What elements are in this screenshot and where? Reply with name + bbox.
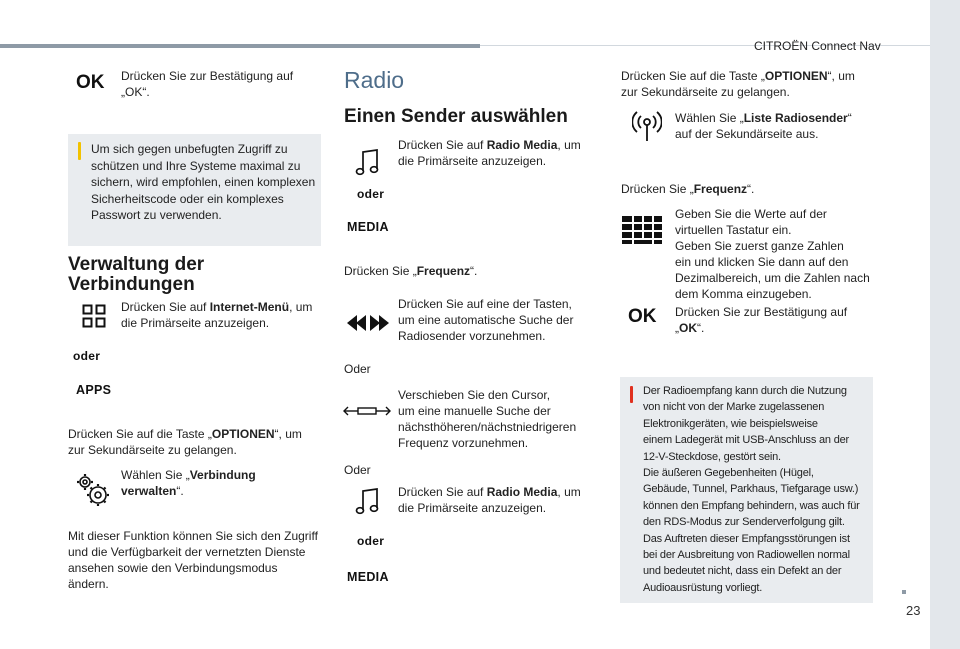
select-line-1: Wählen Sie „Verbindung	[121, 468, 256, 482]
options2-line-2: zur Sekundärseite zu gelangen.	[621, 85, 790, 99]
keyboard-line: ein und klicken Sie dann auf den	[675, 255, 849, 269]
top-rule	[0, 44, 480, 48]
confirm-text-2	[675, 304, 847, 336]
page-marker	[902, 590, 906, 594]
warning-line: von nicht von der Marke zugelassenen	[643, 401, 825, 414]
media2-line-1: Drücken Sie auf Radio Media, um	[398, 485, 581, 499]
section-title-radio: Radio	[344, 67, 405, 93]
keyboard-line: dem Komma einzugeben.	[675, 287, 812, 301]
info-line: Sicherheitscode oder ein komplexes	[91, 191, 284, 206]
confirm-line-1: Drücken Sie zur Bestätigung auf	[121, 69, 294, 83]
function-line: ansehen sowie den Verbindungsmodus	[68, 561, 278, 575]
keyboard-line: Dezimalbereich, um die Zahlen nach	[675, 271, 870, 285]
keyboard-icon	[622, 216, 662, 244]
keyboard-text	[675, 206, 870, 302]
oder-label: oder	[357, 534, 385, 548]
media-label: MEDIA	[347, 570, 389, 584]
warning-line: bei der Ausbreitung von Radiowellen normal	[643, 549, 850, 562]
music-note-icon	[355, 148, 381, 178]
oder-label: oder	[357, 187, 385, 201]
heading-line-2: Verbindungen	[68, 274, 195, 295]
warning-line: Der Radioempfang kann durch die Nutzung	[643, 385, 847, 397]
page-side-strip	[930, 0, 960, 649]
seek-text	[398, 296, 573, 344]
keyboard-line: virtuellen Tastatur ein.	[675, 223, 792, 237]
frequenz-text-2: Drücken Sie „Frequenz“.	[621, 182, 755, 196]
internet-menu-text	[121, 299, 312, 331]
function-line: und die Verfügbarkeit der vernetzten Dienste	[68, 545, 306, 559]
options-line-1: Drücken Sie auf die Taste „OPTIONEN“, um	[68, 427, 302, 441]
warning-line: Elektronikgeräten, wie beispielsweise	[643, 417, 818, 430]
warning-marker	[630, 386, 633, 403]
function-paragraph	[68, 528, 318, 592]
cursor-line: Frequenz vorzunehmen.	[398, 436, 529, 450]
music-note-icon	[355, 487, 381, 517]
media2-line-2: die Primärseite anzuzeigen.	[398, 501, 547, 515]
section-heading-connections	[68, 255, 204, 295]
info-line: schützen und Ihre Systeme maximal zu	[91, 158, 301, 173]
function-line: Mit dieser Funktion können Sie sich den Zugriff	[68, 529, 318, 543]
keyboard-line: Geben Sie zuerst ganze Zahlen	[675, 239, 844, 253]
apps-grid-icon	[82, 304, 106, 328]
media1-line-2: die Primärseite anzuzeigen.	[398, 154, 547, 168]
apps-label: APPS	[76, 383, 112, 397]
seek-line: Drücken Sie auf eine der Tasten,	[398, 297, 572, 311]
radio-antenna-icon	[632, 110, 662, 142]
section-heading-select-station: Einen Sender auswählen	[344, 106, 568, 127]
info-line: Um sich gegen unbefugten Zugriff zu	[91, 142, 288, 156]
confirm2-line-2: „OK“.	[675, 321, 705, 335]
list-line-2: auf der Sekundärseite aus.	[675, 127, 819, 141]
page-number: 23	[906, 603, 921, 618]
oder-label: oder	[73, 349, 101, 363]
media-text-2	[398, 484, 581, 516]
internet-line-2: die Primärseite anzuzeigen.	[121, 316, 270, 330]
info-box	[68, 134, 321, 246]
warning-line: den RDS-Modus zur Senderverfolgung gilt.	[643, 516, 845, 529]
ok-icon: OK	[76, 72, 105, 93]
media-label: MEDIA	[347, 220, 389, 234]
seek-line: Radiosender vorzunehmen.	[398, 329, 546, 343]
oder-text-2: Oder	[344, 463, 371, 477]
warning-box	[620, 377, 873, 603]
options-line-2: zur Sekundärseite zu gelangen.	[68, 443, 237, 457]
confirm-line-2: „OK“.	[121, 85, 150, 99]
warning-line: Die äußeren Gegebenheiten (Hügel,	[643, 467, 814, 480]
warning-line: 12-V-Steckdose, gestört sein.	[643, 450, 781, 463]
seek-arrows-icon	[347, 313, 389, 333]
info-box-text	[91, 141, 317, 224]
ok-icon: OK	[628, 306, 657, 327]
cursor-line: Verschieben Sie den Cursor,	[398, 388, 551, 402]
options-text-2	[621, 68, 855, 100]
frequenz-text-1: Drücken Sie „Frequenz“.	[344, 264, 478, 278]
media1-line-1: Drücken Sie auf Radio Media, um	[398, 138, 581, 152]
seek-line: um eine automatische Suche der	[398, 313, 574, 327]
warning-line: Audioausrüstung vorliegt.	[643, 581, 763, 594]
warning-line: Das Auftreten dieser Empfangsstörungen ist	[643, 532, 850, 545]
connection-settings-icon	[73, 470, 113, 510]
confirm-text-1	[121, 68, 293, 100]
heading-line-1: Verwaltung der	[68, 254, 205, 275]
warning-line: können den Empfang behindern, was auch für	[643, 499, 860, 512]
options-text-1	[68, 426, 302, 458]
select-line-2: verwalten“.	[121, 484, 184, 498]
station-list-text	[675, 110, 852, 142]
running-header: CITROËN Connect Nav	[754, 39, 881, 53]
info-line: Passwort zu verwenden.	[91, 208, 222, 222]
list-line-1: Wählen Sie „Liste Radiosender“	[675, 111, 852, 125]
warning-line: einem Ladegerät mit USB-Anschluss an der	[643, 434, 849, 447]
cursor-text	[398, 387, 576, 451]
cursor-line: nächsthöheren/nächstniedrigeren	[398, 420, 577, 434]
confirm2-line-1: Drücken Sie zur Bestätigung auf	[675, 305, 848, 319]
cursor-line: um eine manuelle Suche der	[398, 404, 551, 418]
select-connection-text	[121, 467, 256, 499]
oder-text-1: Oder	[344, 362, 371, 376]
keyboard-line: Geben Sie die Werte auf der	[675, 207, 827, 221]
info-marker	[78, 142, 81, 160]
info-line: sichern, wird empfohlen, einen komplexen	[91, 175, 316, 189]
internet-line-1: Drücken Sie auf Internet-Menü, um	[121, 300, 313, 314]
function-line: ändern.	[68, 577, 109, 591]
media-text-1	[398, 137, 581, 169]
slider-cursor-icon	[343, 404, 391, 418]
options2-line-1: Drücken Sie auf die Taste „OPTIONEN“, um	[621, 69, 855, 83]
warning-box-text	[643, 383, 869, 596]
warning-line: und bedeutet nicht, dass ein Defekt an der	[643, 565, 842, 578]
warning-line: Gebäude, Tunnel, Parkhaus, Tiefgarage usw.)	[643, 483, 859, 496]
